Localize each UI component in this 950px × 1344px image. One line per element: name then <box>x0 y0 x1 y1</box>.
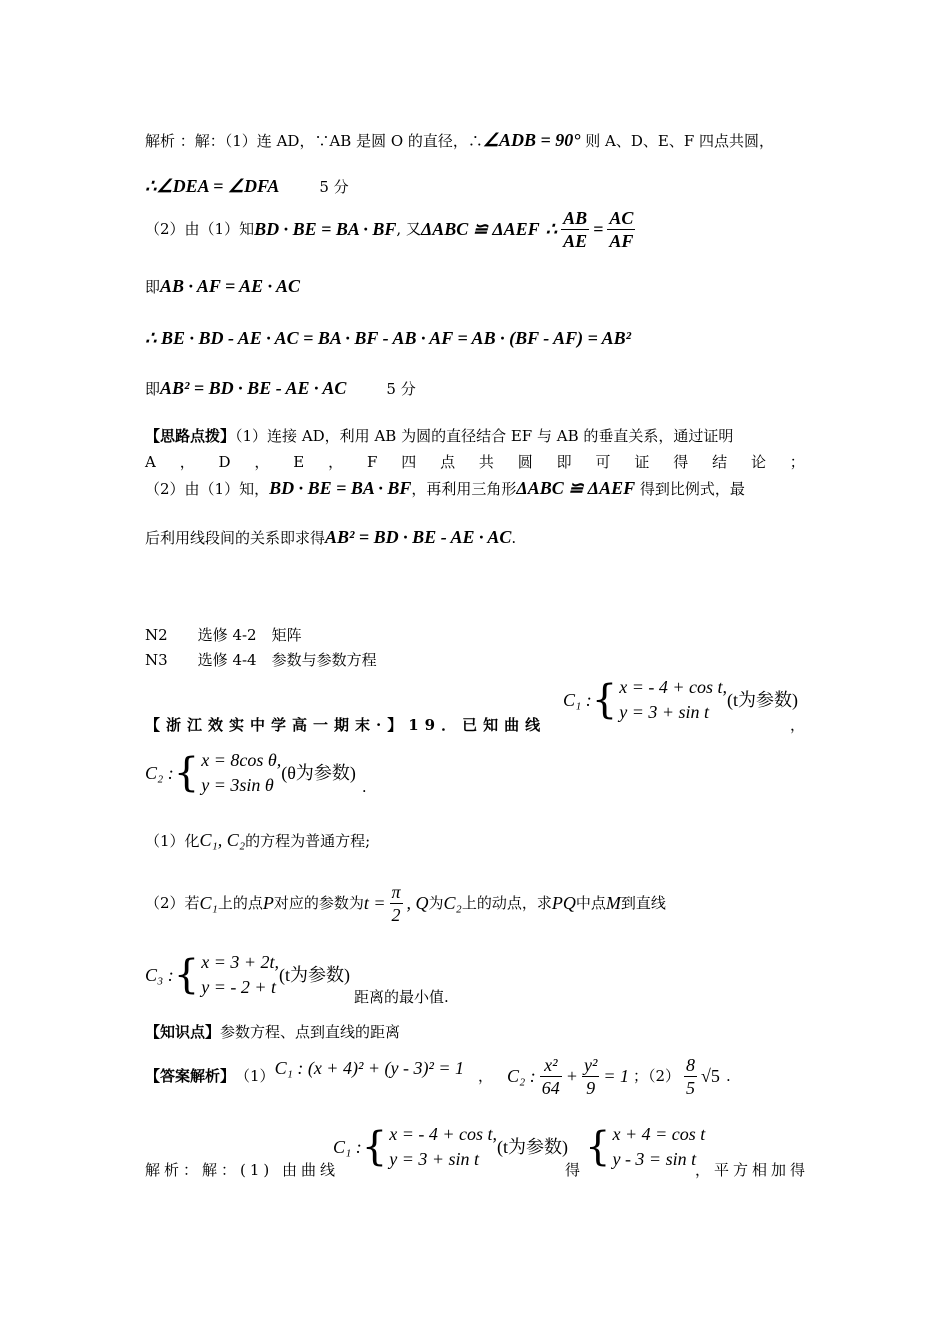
section-code: N2 <box>145 626 168 644</box>
param-note: (t为参数) <box>497 1137 568 1157</box>
equation: x = 8cos θ, <box>201 750 282 770</box>
formula: BD · BE = BA · BF <box>269 478 412 498</box>
char: 证 <box>634 453 650 471</box>
knowledge-text: 参数方程、点到直线的距离 <box>220 1023 401 1041</box>
char: 论 <box>750 453 766 471</box>
denominator: AE <box>563 230 588 251</box>
text: 解析：解：(1) 由曲线 <box>145 1161 340 1179</box>
plus: + <box>565 1066 578 1086</box>
char: A <box>145 453 156 471</box>
question-part-2 <box>145 878 666 928</box>
solution-start-line <box>145 1122 810 1182</box>
text: 中点 <box>575 894 606 912</box>
text: 对应的参数为 <box>273 894 364 912</box>
denominator: 5 <box>686 1077 696 1098</box>
period: . <box>361 778 367 796</box>
text: 上的点 <box>217 894 263 912</box>
derived-system <box>585 1122 705 1172</box>
equation-system <box>612 1122 705 1172</box>
knowledge-tag: 【知识点】 <box>145 1023 221 1041</box>
numerator: AB <box>563 207 588 228</box>
left-brace-icon: { <box>173 750 200 796</box>
question-line-1 <box>145 675 805 735</box>
hint-line-3 <box>145 478 745 499</box>
equation: y = 3 + sin t <box>619 702 710 722</box>
curve-label: C₂ : <box>145 763 174 783</box>
equation: y = 3sin θ <box>201 775 274 795</box>
equation: x = - 4 + cos t, <box>389 1124 497 1144</box>
equation-system <box>201 950 279 1000</box>
curve-c2: C₂ <box>443 893 462 913</box>
text: 即 <box>145 380 161 398</box>
comma: ， <box>478 1067 494 1085</box>
param-note: (t为参数) <box>727 690 798 710</box>
curve-label: C₂ : <box>507 1066 536 1086</box>
denominator: 64 <box>541 1077 560 1098</box>
curve-c1-system <box>563 675 798 725</box>
formula: ΔABC ≌ ΔAEF <box>516 478 636 498</box>
question-source: 【浙江效实中学高一期末·】19．已知曲线 <box>145 716 547 734</box>
char: D <box>218 453 231 471</box>
question-line-3 <box>145 950 449 1006</box>
hint-text: （1）连接 AD，利用 AB 为圆的直径结合 EF 与 AB 的垂直关系，通过证明 <box>235 427 734 445</box>
param-note: (θ为参数) <box>281 763 356 783</box>
text: ，再利用三角形 <box>411 480 517 498</box>
param-note: (t为参数) <box>279 965 351 985</box>
equals: = 1 <box>603 1066 629 1086</box>
section-title: 选修 4-4 参数与参数方程 <box>197 651 377 669</box>
char: F <box>366 453 378 471</box>
answer-c1: C₁ : (x + 4)² + (y - 3)² = 1 <box>274 1058 465 1078</box>
left-brace-icon: { <box>173 952 200 998</box>
text: 距离的最小值. <box>354 988 449 1006</box>
text: 后利用线段间的关系即求得 <box>145 529 326 547</box>
fraction <box>561 207 589 252</box>
point-q: , Q <box>406 893 429 913</box>
angle-equality: ∴∠DEA = ∠DFA <box>145 176 280 196</box>
curve-c1-system <box>333 1122 568 1172</box>
char: 可 <box>595 453 611 471</box>
equation: x = - 4 + cos t, <box>619 677 727 697</box>
hint-line-2 <box>145 452 805 472</box>
solution-text-tail: 则 A、D、E、F 四点共圆， <box>580 132 775 150</box>
denominator: 9 <box>586 1077 596 1098</box>
solution-line-5 <box>145 328 631 349</box>
solution-line-6 <box>145 378 416 399</box>
text: 得 <box>565 1161 581 1179</box>
solution-text: 解析 ：解：（1）连 AD，∵AB 是圆 O 的直径，∴ <box>145 132 483 150</box>
equation-system <box>389 1122 497 1172</box>
answer-tag: 【答案解析】 <box>145 1067 236 1085</box>
formula: AB² = BD · BE - AE · AC <box>325 527 512 547</box>
fraction <box>607 207 635 252</box>
char: 点 <box>440 453 456 471</box>
point-m: M <box>605 893 621 913</box>
numerator: 8 <box>686 1054 696 1075</box>
formula: AB² = BD · BE - AE · AC <box>160 378 347 398</box>
text: （1） <box>235 1067 275 1085</box>
separator: ；（2） <box>633 1067 681 1085</box>
score: 5 分 <box>386 380 416 398</box>
comma: ， <box>790 716 806 734</box>
char: ， <box>328 453 344 471</box>
section-title: 选修 4-2 矩阵 <box>197 626 302 644</box>
numerator: x² <box>540 1054 562 1077</box>
char: 圆 <box>517 453 533 471</box>
segment-pq: PQ <box>551 893 576 913</box>
left-brace-icon: { <box>591 677 618 723</box>
text: 为 <box>428 894 444 912</box>
numerator: AC <box>609 207 634 228</box>
param-t: t = <box>363 893 386 913</box>
formula: AB · AF = AE · AC <box>160 276 300 296</box>
equation-system <box>201 748 281 798</box>
equals: = <box>593 219 604 239</box>
left-brace-icon: { <box>585 1124 611 1170</box>
text: 到直线 <box>620 894 666 912</box>
period: . <box>725 1067 731 1085</box>
hint-tag: 【思路点拨】 <box>145 427 236 445</box>
solution-line-1 <box>145 130 774 151</box>
score: 5 分 <box>319 178 349 196</box>
curve-label: C₃ : <box>145 965 174 985</box>
hint-line-4 <box>145 527 516 548</box>
equation-system <box>619 675 727 725</box>
section-n2 <box>145 625 302 645</box>
question-part-1 <box>145 830 370 851</box>
char: 得 <box>673 453 689 471</box>
text: 的方程为普通方程; <box>245 832 371 850</box>
text: 上的动点，求 <box>461 894 552 912</box>
denominator: 2 <box>391 904 401 925</box>
equation: x + 4 = cos t <box>612 1124 706 1144</box>
char: 共 <box>478 453 494 471</box>
left-brace-icon: { <box>361 1124 388 1170</box>
question-line-2 <box>145 748 367 798</box>
fraction <box>540 1054 562 1099</box>
hint-line-1 <box>145 426 733 446</box>
numerator: π <box>391 881 401 902</box>
fraction <box>582 1054 599 1099</box>
sqrt: √5 <box>701 1066 720 1086</box>
therefore-symbol: ∴ <box>545 219 558 239</box>
point-p: P <box>262 893 274 913</box>
formula: BD · BE = BA · BF <box>254 219 397 239</box>
fraction <box>684 1054 697 1099</box>
text: （2）由（1）知 <box>145 220 255 238</box>
answer-line <box>145 1050 731 1102</box>
curve-label: C₁ : <box>563 690 592 710</box>
similar-triangles: ΔABC ≌ ΔAEF <box>420 219 540 239</box>
text: （1）化 <box>145 832 200 850</box>
curve-c1: C₁ <box>199 893 218 913</box>
knowledge-line <box>145 1022 400 1042</box>
text: . <box>511 529 517 547</box>
equation: y = - 2 + t <box>201 977 276 997</box>
char: E <box>293 453 305 471</box>
equation: y = 3 + sin t <box>389 1149 480 1169</box>
curves: C₁, C₂ <box>199 830 246 850</box>
text: 即 <box>145 278 161 296</box>
equation: y - 3 = sin t <box>612 1149 697 1169</box>
denominator: AF <box>609 230 634 251</box>
equation: x = 3 + 2t, <box>201 952 280 972</box>
char: ； <box>789 453 805 471</box>
section-code: N3 <box>145 651 168 669</box>
char: ， <box>254 453 270 471</box>
char: 四 <box>401 453 417 471</box>
solution-line-4 <box>145 276 300 297</box>
fraction <box>390 881 403 926</box>
solution-line-2 <box>145 176 349 197</box>
section-n3 <box>145 650 377 670</box>
numerator: y² <box>583 1054 598 1075</box>
angle-formula: ∠ADB = 90° <box>482 130 581 150</box>
text: （2）由（1）知， <box>145 480 270 498</box>
text: ，平方相加得 <box>695 1161 810 1179</box>
text: （2）若 <box>145 894 200 912</box>
curve-label: C₁ : <box>333 1137 362 1157</box>
solution-line-3 <box>145 205 639 253</box>
formula: ∴ BE · BD - AE · AC = BA · BF - AB · AF = AB · (BF - AF) = AB² <box>145 328 632 348</box>
text: 得到比例式，最 <box>635 480 745 498</box>
text: , 又 <box>396 220 421 238</box>
char: 即 <box>556 453 572 471</box>
char: 结 <box>712 453 728 471</box>
char: ， <box>179 453 195 471</box>
